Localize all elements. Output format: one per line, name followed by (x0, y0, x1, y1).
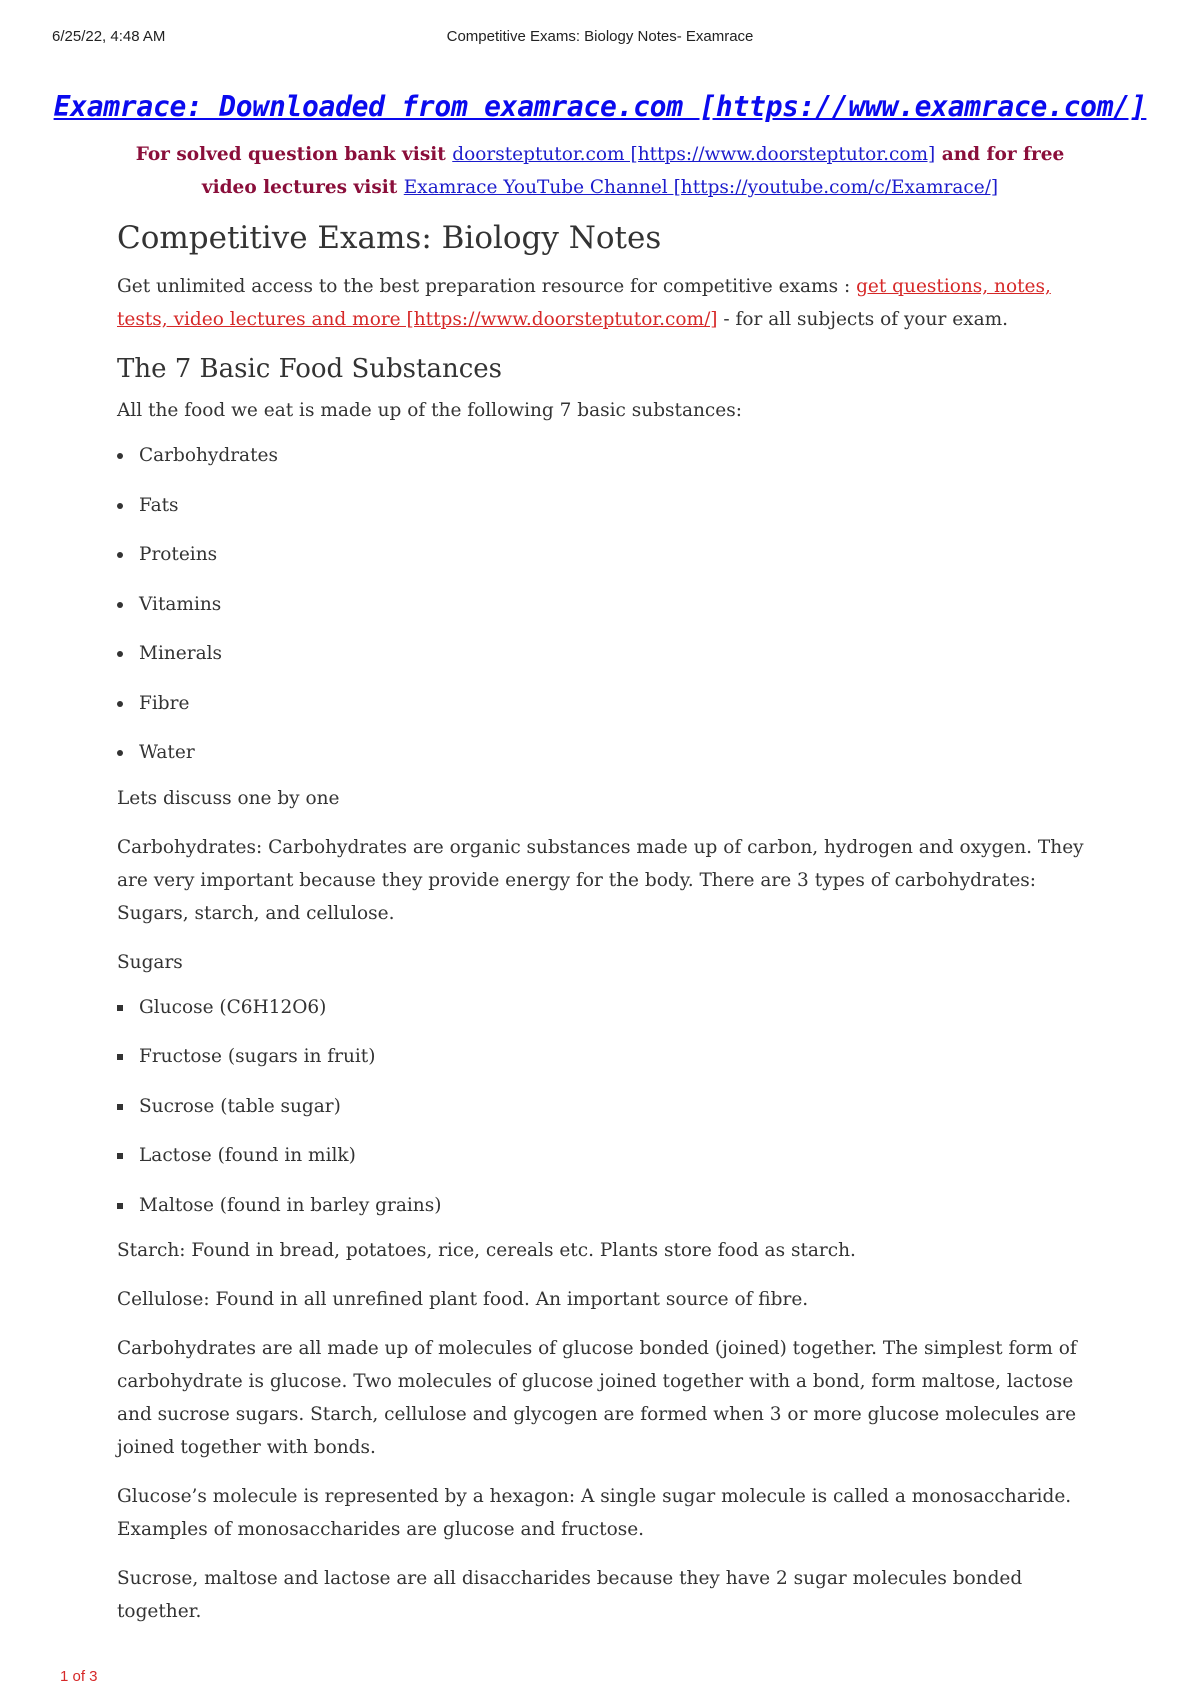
list-item: Carbohydrates (117, 439, 1102, 472)
disaccharide-paragraph: Sucrose, maltose and lactose are all disaccharides because they have 2 sugar molecules bonded together. (117, 1568, 1023, 1622)
section-intro: All the food we eat is made up of the following 7 basic substances: (117, 400, 742, 421)
glucose-bonds-paragraph: Carbohydrates are all made up of molecules of glucose bonded (joined) together. The simplest form of carbohydrate is glucose. Two molecules of glucose joined together with a bond, form maltose, lactose and sucrose sugars. Starch, cellulose and glycogen are formed when 3 or more glucose molecules are joined together with bonds. (117, 1338, 1077, 1458)
monosaccharide-paragraph: Glucose’s molecule is represented by a hexagon: A single sugar molecule is called a monosaccharide. Examples of monosaccharides are glucose and fructose. (117, 1486, 1072, 1540)
page-title: Competitive Exams: Biology Notes (117, 220, 662, 256)
starch-paragraph: Starch: Found in bread, potatoes, rice, cereals etc. Plants store food as starch. (117, 1240, 856, 1261)
youtube-channel-link[interactable]: Examrace YouTube Channel [https://youtube.com/c/Examrace/] (403, 177, 999, 198)
section-heading: The 7 Basic Food Substances (117, 354, 502, 384)
print-page-title: Competitive Exams: Biology Notes- Examrace (446, 28, 754, 45)
sugars-list (117, 991, 1102, 1222)
list-item: Fats (117, 489, 1102, 522)
list-item: Sucrose (table sugar) (117, 1090, 1102, 1123)
list-item: Proteins (117, 538, 1102, 571)
intro-text-2: - for all subjects of your exam. (717, 309, 1009, 330)
promo-text-1: For solved question bank visit (135, 144, 453, 165)
promo-text (110, 138, 1090, 204)
list-item: Fibre (117, 687, 1102, 720)
cellulose-paragraph: Cellulose: Found in all unrefined plant food. An important source of fibre. (117, 1289, 809, 1310)
promo-text-2: and for free video lectures visit (201, 144, 1065, 198)
doorsteptutor-link[interactable]: doorsteptutor.com [https://www.doorsteptutor.com] (452, 144, 936, 165)
print-date: 6/25/22, 4:48 AM (52, 28, 166, 45)
article-content (117, 220, 1102, 1644)
carbohydrates-paragraph: Carbohydrates: Carbohydrates are organic substances made up of carbon, hydrogen and oxygen. They are very important because they provide energy for the body. There are 3 types of carbohydrates: Sugars, starch, and cellulose. (117, 836, 1084, 924)
intro-text-1: Get unlimited access to the best preparation resource for competitive exams : (117, 276, 857, 297)
sugars-label: Sugars (117, 951, 183, 973)
list-item: Lactose (found in milk) (117, 1139, 1102, 1172)
substances-list (117, 439, 1102, 769)
list-item: Minerals (117, 637, 1102, 670)
resources-link[interactable]: get questions, notes, tests, video lectures and more [https://www.doorsteptutor.com/] (117, 276, 1051, 330)
examrace-banner-link[interactable]: Examrace: Downloaded from examrace.com [https://www.examrace.com/] (53, 90, 1147, 123)
list-item: Glucose (C6H12O6) (117, 991, 1102, 1024)
intro-paragraph (117, 270, 1102, 336)
discuss-text: Lets discuss one by one (117, 787, 340, 809)
list-item: Vitamins (117, 588, 1102, 621)
list-item: Maltose (found in barley grains) (117, 1189, 1102, 1222)
list-item: Water (117, 736, 1102, 769)
page-number: 1 of 3 (60, 1668, 98, 1685)
list-item: Fructose (sugars in fruit) (117, 1040, 1102, 1073)
